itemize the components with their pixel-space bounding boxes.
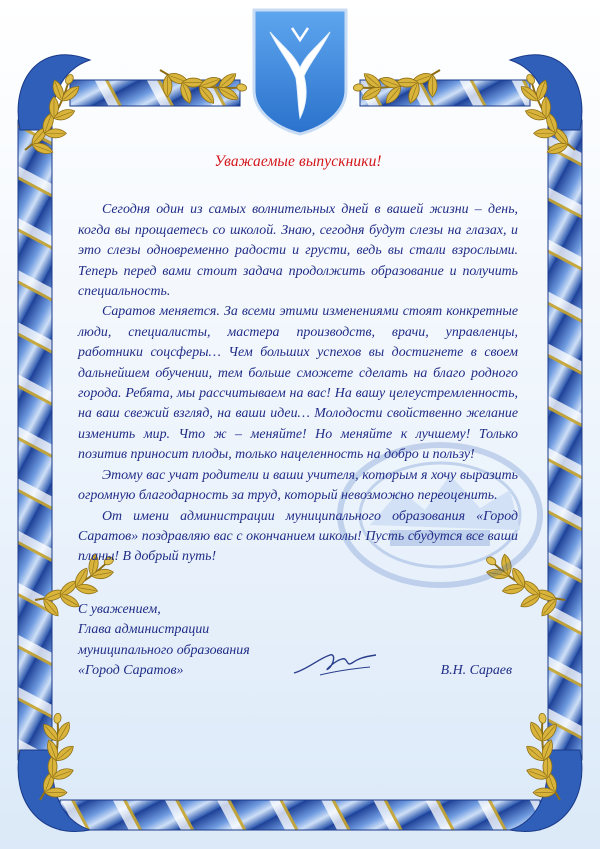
- position-line-1: Глава администрации: [78, 622, 210, 638]
- letter-title: Уважаемые выпускники!: [214, 153, 382, 170]
- closing-line: С уважением,: [78, 601, 161, 617]
- paragraph-2: Саратов меняется. За всеми этими изменениями стоят конкретные люди, специалисты, мастера производств, врачи, управленцы, работники соцсферы… Чем больших успехов вы достигнете в своем дальнейшем обучении, тем больше сможете сделать на благо родного города. Ребята, мы рассчитываем на вас! На вашу целеустремленность, на ваш свежий взгляд, на ваши идеи… Молодости свойственно желание изменить мир. Что ж – меняйте! Но меняйте к лучшему! Только позитив приносит плоды, только нацеленность на добро и пользу!: [78, 304, 518, 463]
- paragraph-3: Этому вас учат родители и ваши учителя, которым я хочу выразить огромную благодарность за труд, который невозможно переоценить.: [78, 467, 518, 504]
- handwritten-signature-icon: [290, 645, 380, 681]
- saratov-coat-of-arms-icon: [248, 6, 352, 138]
- paragraph-1: Сегодня один из самых волнительных дней в вашей жизни – день, когда вы прощаетесь со школой. Знаю, сегодня будут слезы на глазах, и это слезы одновременно радости и грусти, ведь вы стали взрослыми. Теперь перед вами стоит задача продолжить образование и получить специальность.: [78, 202, 518, 300]
- signature-block: [78, 600, 518, 683]
- signature-row: [78, 661, 518, 683]
- letter-body: [78, 152, 518, 683]
- spacer: [78, 568, 518, 600]
- position-line-2: муниципального образования: [78, 642, 250, 658]
- position-line-3: «Город Саратов»: [78, 662, 184, 678]
- paragraph-4: От имени администрации муниципального образования «Город Саратов» поздравляю вас с окончанием школы! Пусть сбудутся все ваши планы! В добрый путь!: [78, 508, 518, 565]
- signer-name: В.Н. Сараев: [440, 662, 512, 678]
